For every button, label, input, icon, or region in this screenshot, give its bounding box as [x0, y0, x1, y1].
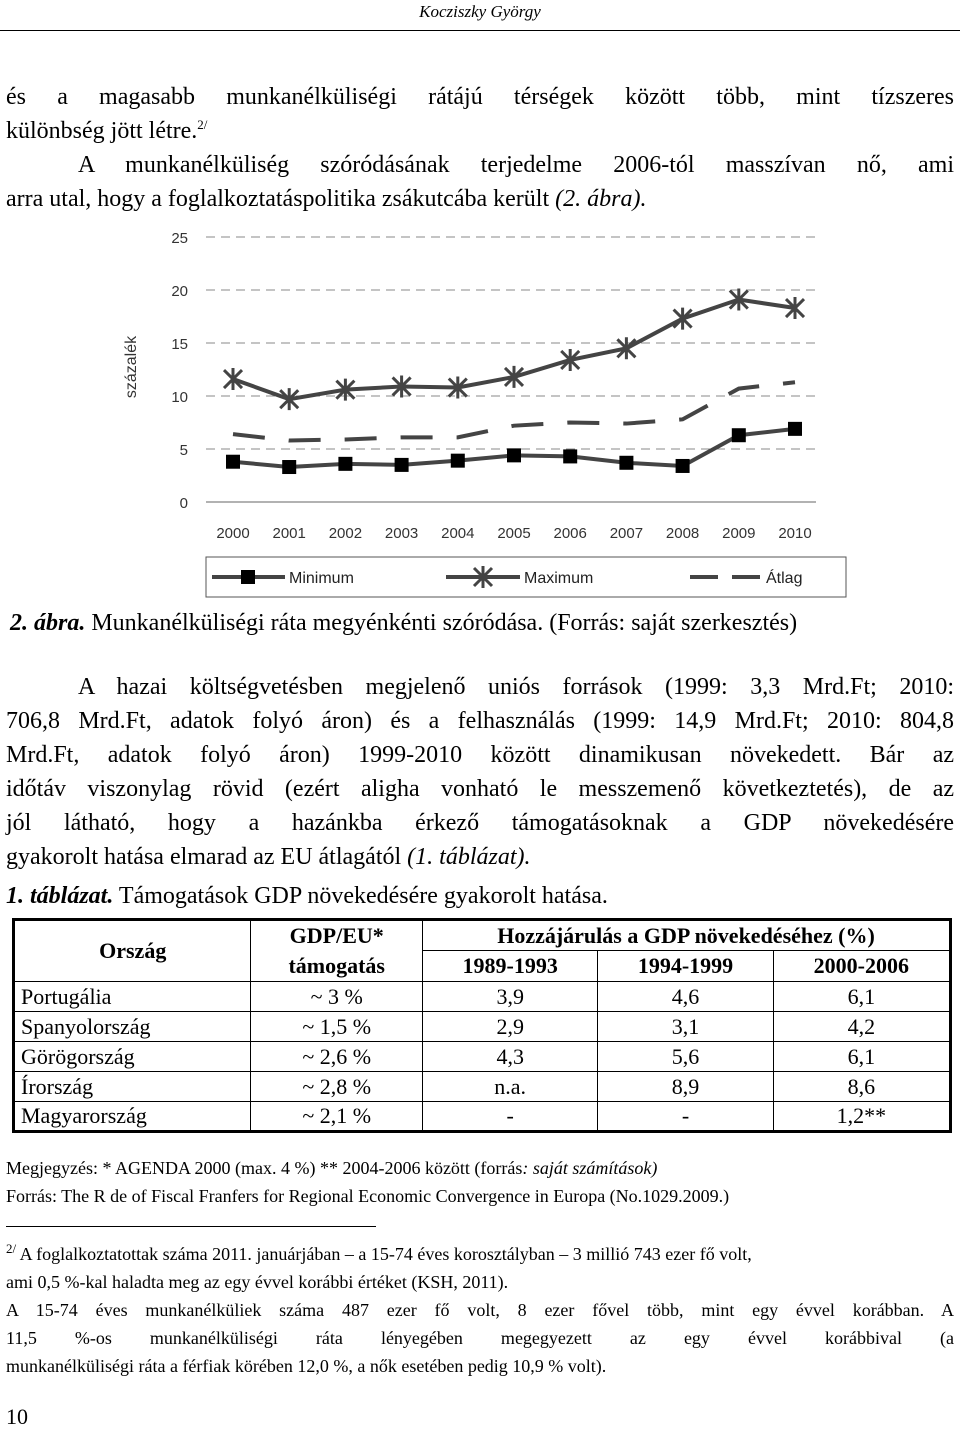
cell-p1: 2,9 [423, 1012, 598, 1042]
paragraph-1 [6, 80, 954, 216]
header-country: Ország [14, 920, 251, 982]
x-tick-label: 2009 [722, 525, 756, 542]
cell-p3: 1,2** [773, 1102, 950, 1132]
table-note [6, 1158, 657, 1179]
minimum-point [732, 428, 746, 442]
x-tick-label: 2004 [441, 525, 475, 542]
footnote-rule [6, 1226, 376, 1227]
footnote-line-5: munkanélküliségi ráta a férfiak körében 12,0 %, a nők esetében pedig 10,9 % volt). [6, 1356, 607, 1376]
cell-p1: n.a. [423, 1072, 598, 1102]
para2-line-4: időtáv viszonylag rövid (ezért aligha vonható le messzemenő következtetés), de az [6, 776, 954, 802]
table-source: Forrás: The R de of Fiscal Franfers for Regional Economic Convergence in Europa (No.1029.2009.) [6, 1186, 730, 1206]
table-header-row-1 [14, 920, 951, 951]
minimum-point [563, 449, 577, 463]
y-tick-label: 0 [179, 495, 188, 512]
x-tick-label: 2005 [497, 525, 531, 542]
maximum-point [674, 308, 692, 330]
y-axis-label: százalék [123, 335, 140, 399]
y-tick-label: 25 [171, 230, 188, 247]
chart-grid [206, 237, 816, 449]
x-tick-label: 2002 [328, 525, 363, 542]
series-layer [224, 289, 804, 474]
y-tick-label: 10 [171, 389, 188, 406]
cell-p2: 5,6 [598, 1042, 773, 1072]
para2-line-5: jól látható, hogy a hazánkba érkező támogatásoknak a GDP növekedésére [6, 810, 954, 836]
cell-support: ~ 1,5 % [251, 1012, 423, 1042]
minimum-point [788, 422, 802, 436]
paragraph-2 [6, 670, 954, 874]
cell-country: Írország [14, 1072, 251, 1102]
cell-support: ~ 3 % [251, 982, 423, 1012]
footnote-line-3: A 15-74 éves munkanélküliek száma 487 ezer fő volt, 8 ezer fővel több, mint egy évvel korábban. A [6, 1300, 954, 1320]
minimum-point [451, 454, 465, 468]
page-number: 10 [6, 1404, 28, 1429]
cell-p2: 3,1 [598, 1012, 773, 1042]
para2-line-2: 706,8 Mrd.Ft, adatok folyó áron) és a felhasználás (1999: 14,9 Mrd.Ft; 2010: 804,8 [6, 708, 954, 734]
x-tick-label: 2007 [609, 525, 644, 542]
header-support-line-2: támogatás [288, 953, 385, 978]
minimum-point [619, 456, 633, 470]
table-caption-text: Támogatások GDP növekedésére gyakorolt hatása. [113, 883, 608, 909]
legend-minimum-label: Minimum [289, 570, 354, 587]
cell-p2: 8,9 [598, 1072, 773, 1102]
header-contribution: Hozzájárulás a GDP növekedéséhez (%) [423, 920, 951, 951]
table-row [14, 1072, 951, 1102]
y-tick-label: 15 [171, 336, 188, 353]
footnote-line-1 [6, 1240, 954, 1268]
cell-country: Portugália [14, 982, 251, 1012]
para1-line-2 [6, 114, 954, 148]
minimum-point [282, 460, 296, 474]
table-row [14, 982, 951, 1012]
cell-support: ~ 2,6 % [251, 1042, 423, 1072]
footnote [6, 1240, 954, 1380]
header-rule [0, 30, 960, 31]
series-line-atlag [233, 382, 795, 440]
header-period-1: 1989-1993 [423, 951, 598, 982]
x-tick-label: 2010 [778, 525, 812, 542]
minimum-point [338, 457, 352, 471]
table-row [14, 1012, 951, 1042]
y-tick-label: 5 [179, 442, 188, 459]
minimum-point [395, 458, 409, 472]
cell-p2: 4,6 [598, 982, 773, 1012]
y-tick-labels [171, 230, 188, 512]
support-impact-table [12, 918, 952, 1133]
para1-line-1: és a magasabb munkanélküliségi rátájú térségek között több, mint tízszeres [6, 84, 954, 110]
cell-country: Magyarország [14, 1102, 251, 1132]
maximum-point [224, 368, 242, 390]
para2-line-3: Mrd.Ft, adatok folyó áron) 1999-2010 között dinamikusan növekedett. Bár az [6, 742, 954, 768]
table-note-source: : saját számítások) [522, 1158, 658, 1178]
para1-line-4-text: arra utal, hogy a foglalkoztatáspolitika zsákutcába került [6, 186, 556, 212]
cell-p3: 6,1 [773, 982, 950, 1012]
cell-p2: - [598, 1102, 773, 1132]
para1-line-4 [6, 182, 954, 216]
y-tick-label: 20 [171, 283, 188, 300]
header-support-line-1: GDP/EU* [289, 923, 384, 948]
table-label: 1. táblázat. [6, 883, 114, 909]
x-tick-labels [216, 525, 811, 542]
header-period-2: 1994-1999 [598, 951, 773, 982]
cell-country: Spanyolország [14, 1012, 251, 1042]
x-tick-label: 2001 [272, 525, 306, 542]
table-ref: (1. táblázat). [407, 844, 531, 870]
table-caption [6, 883, 608, 910]
cell-support: ~ 2,1 % [251, 1102, 423, 1132]
x-tick-label: 2008 [665, 525, 700, 542]
cell-p1: 4,3 [423, 1042, 598, 1072]
header-support [251, 920, 423, 982]
x-tick-label: 2003 [384, 525, 419, 542]
para2-line-1: A hazai költségvetésben megjelenő uniós források (1999: 3,3 Mrd.Ft; 2010: [78, 674, 954, 700]
footnote-line-4: 11,5 %-os munkanélküliségi ráta lényegében megegyezett az egy évvel korábbival (a [6, 1328, 954, 1348]
cell-p1: - [423, 1102, 598, 1132]
x-tick-label: 2000 [216, 525, 250, 542]
minimum-point [676, 459, 690, 473]
table-row [14, 1102, 951, 1132]
cell-p3: 4,2 [773, 1012, 950, 1042]
legend [212, 566, 802, 588]
legend-atlag-label: Átlag [766, 570, 803, 587]
para1-line-3: A munkanélküliség szóródásának terjedelme 2006-tól masszívan nő, ami [78, 152, 954, 178]
footnote-ref: 2/ [197, 117, 208, 132]
cell-p3: 8,6 [773, 1072, 950, 1102]
para2-line-6-text: gyakorolt hatása elmarad az EU átlagától [6, 844, 408, 870]
para2-line-6 [6, 840, 954, 874]
header-period-3: 2000-2006 [773, 951, 950, 982]
cell-p1: 3,9 [423, 982, 598, 1012]
footnote-line-2: ami 0,5 %-kal haladta meg az egy évvel korábbi értéket (KSH, 2011). [6, 1272, 509, 1292]
figure-ref: (2. ábra). [555, 186, 647, 212]
cell-support: ~ 2,8 % [251, 1072, 423, 1102]
footnote-mark: 2/ [6, 1241, 17, 1256]
x-tick-label: 2006 [553, 525, 587, 542]
cell-country: Görögország [14, 1042, 251, 1072]
footnote-line-1-text: A foglalkoztatottak száma 2011. januárjában – a 15-74 éves korosztályban – 3 millió 743 ezer fő volt, [16, 1244, 752, 1264]
para1-line-2-text: különbség jött létre. [6, 118, 198, 144]
table-note-text: Megjegyzés: * AGENDA 2000 (max. 4 %) ** 2004-2006 között (forrás [6, 1158, 523, 1178]
table-row [14, 1042, 951, 1072]
legend-maximum-label: Maximum [524, 570, 594, 587]
minimum-point [226, 455, 240, 469]
unemployment-dispersion-chart [100, 222, 860, 607]
legend-minimum-marker [241, 570, 255, 584]
cell-p3: 6,1 [773, 1042, 950, 1072]
running-header: Kocziszky György [419, 2, 541, 21]
figure-label: 2. ábra. [10, 610, 86, 636]
minimum-point [507, 448, 521, 462]
figure-caption [10, 610, 797, 637]
figure-caption-text: Munkanélküliségi ráta megyénkénti szóródása. (Forrás: saját szerkesztés) [85, 610, 798, 636]
